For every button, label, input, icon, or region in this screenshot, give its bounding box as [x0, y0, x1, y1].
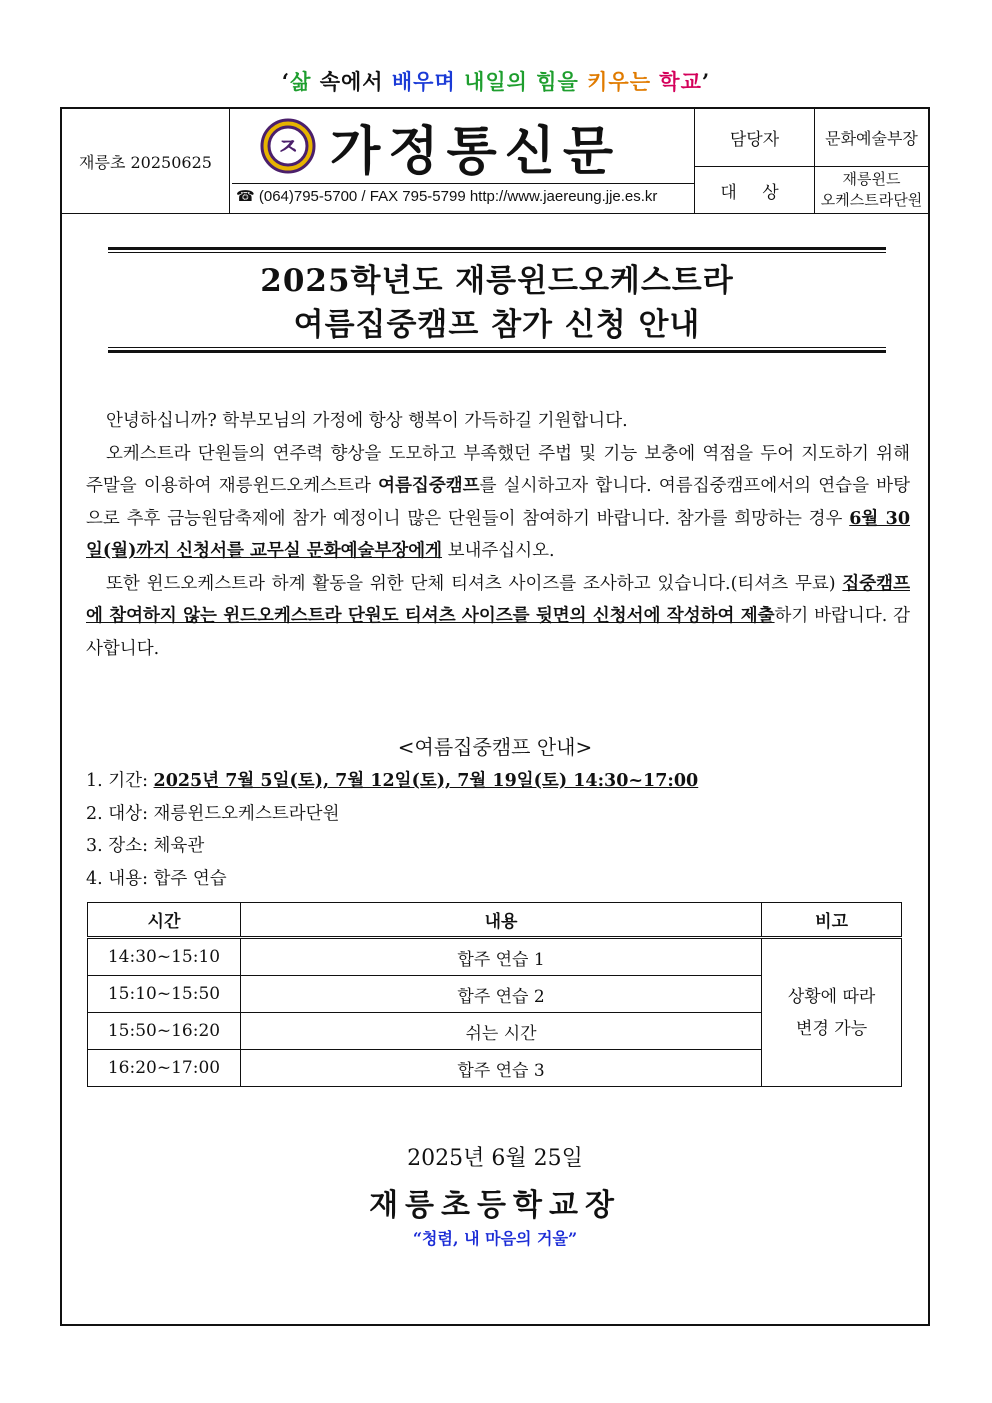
row-time: 14:30~15:10	[88, 938, 241, 976]
motto-word-5: 힘을	[536, 69, 579, 94]
row-content: 합주 연습 1	[240, 938, 761, 976]
title-line-1: 2025학년도 재릉윈드오케스트라	[260, 263, 734, 299]
table-row	[88, 938, 902, 976]
paragraph-greeting: 안녕하십니까? 학부모님의 가정에 항상 행복이 가득하길 기원합니다.	[106, 411, 628, 431]
title-block	[108, 247, 886, 355]
p3-text-c: 하기 바랍니다. 감사합니다.	[86, 606, 910, 659]
motto-open-quote: ‘	[281, 69, 291, 94]
row-time: 16:20~17:00	[88, 1050, 241, 1087]
principal-signature: 재릉초등학교장	[369, 1188, 621, 1223]
title-rule-bottom	[108, 350, 886, 353]
masthead-area	[230, 109, 695, 213]
header-time: 시간	[88, 903, 241, 938]
integrity-motto: “청렴, 내 마음의 거울”	[412, 1229, 578, 1248]
schedule-header-row	[88, 903, 902, 938]
motto-close-quote: ’	[701, 69, 711, 94]
target-value-line-1: 재릉윈드	[842, 170, 901, 188]
school-emblem-icon	[260, 118, 316, 174]
note-line-2: 변경 가능	[796, 1018, 868, 1039]
p2-text-c: 를 실시하고자 합니다. 여름집중캠프에서의 연습을 바탕으로 추후 금능원담축제에 참가 예정이니 많은 단원들이 참여하기 바랍니다. 참가를 희망하는 경우	[86, 476, 910, 529]
p2-camp-name: 여름집중캠프	[378, 476, 480, 496]
issue-date: 2025년 6월 25일	[407, 1146, 583, 1171]
paragraph-camp-notice	[86, 438, 910, 568]
school-motto	[0, 66, 992, 96]
manager-label: 담당자	[695, 109, 815, 167]
p2-text-a: 오케스트라 단원들의 연주력 향상을 도모하고 부족했던 주법 및 기능 보충에 역점을 두어 지도하기 위해 주말을 이용하여 재릉윈드오케스트라	[86, 443, 910, 496]
period-value: 2025년 7월 5일(토), 7월 12일(토), 7월 19일(토) 14:30~17:00	[153, 771, 699, 791]
row-time: 15:50~16:20	[88, 1013, 241, 1050]
motto-word-2: 속에서	[319, 69, 384, 94]
row-time: 15:10~15:50	[88, 976, 241, 1013]
p2-text-e: 보내주십시오.	[442, 541, 555, 561]
motto-word-4: 내일의	[464, 69, 528, 94]
camp-item-content: 4. 내용: 합주 연습	[86, 868, 227, 889]
emblem-letter: ㅈ	[276, 133, 300, 161]
camp-item-period	[86, 765, 698, 798]
period-label: 1. 기간:	[86, 771, 154, 791]
p3-emphasis: 집중캠프에 참여하지 않는 윈드오케스트라 단원도 티셔츠 사이즈를 뒷면의 신청서에 작성하여 제출	[86, 573, 910, 626]
motto-word-1: 삶	[290, 69, 312, 94]
newsletter-header	[62, 109, 928, 214]
row-content: 합주 연습 2	[240, 976, 761, 1013]
motto-word-6: 키우는	[587, 69, 651, 94]
document-number: 재릉초 20250625	[62, 109, 230, 213]
motto-word-7: 학교	[659, 69, 702, 94]
newsletter-frame	[60, 107, 930, 1326]
target-label: 대 상	[695, 167, 815, 213]
masthead-title: 가정통신문	[330, 120, 622, 182]
contact-info: ☎ (064)795-5700 / FAX 795-5799 http://www.jaereung.jje.es.kr	[232, 183, 694, 210]
schedule-note	[762, 938, 902, 1087]
title-rule-bottom-thin	[108, 347, 886, 348]
masthead	[260, 115, 622, 182]
target-value-line-2: 오케스트라단원	[820, 191, 923, 209]
motto-word-3: 배우며	[391, 69, 456, 94]
row-content: 합주 연습 3	[240, 1050, 761, 1087]
camp-item-place: 3. 장소: 체육관	[86, 836, 205, 856]
schedule-table	[87, 902, 902, 1087]
target-value	[815, 167, 928, 213]
camp-details-list	[86, 765, 698, 895]
camp-item-target: 2. 대상: 재릉윈드오케스트라단원	[86, 803, 340, 824]
row-content: 쉬는 시간	[240, 1013, 761, 1050]
letter-body	[86, 405, 910, 665]
title-rule-top-thin	[108, 252, 886, 253]
p3-text-a: 또한 윈드오케스트라 하계 활동을 위한 단체 티셔츠 사이즈를 조사하고 있습니다.(티셔츠 무료)	[106, 573, 843, 594]
note-line-1: 상황에 따라	[787, 986, 876, 1007]
camp-section-heading: <여름집중캠프 안내>	[397, 735, 593, 759]
document-title	[108, 259, 886, 347]
header-content: 내용	[240, 903, 761, 938]
header-note: 비고	[762, 903, 902, 938]
title-line-2: 여름집중캠프 참가 신청 안내	[293, 307, 701, 343]
paragraph-tshirt	[86, 568, 910, 666]
manager-value: 문화예술부장	[815, 109, 928, 167]
title-rule-top	[108, 247, 886, 250]
p2-deadline: 6월 30일(월)까지 신청서를 교무실 문화예술부장에게	[86, 508, 911, 561]
